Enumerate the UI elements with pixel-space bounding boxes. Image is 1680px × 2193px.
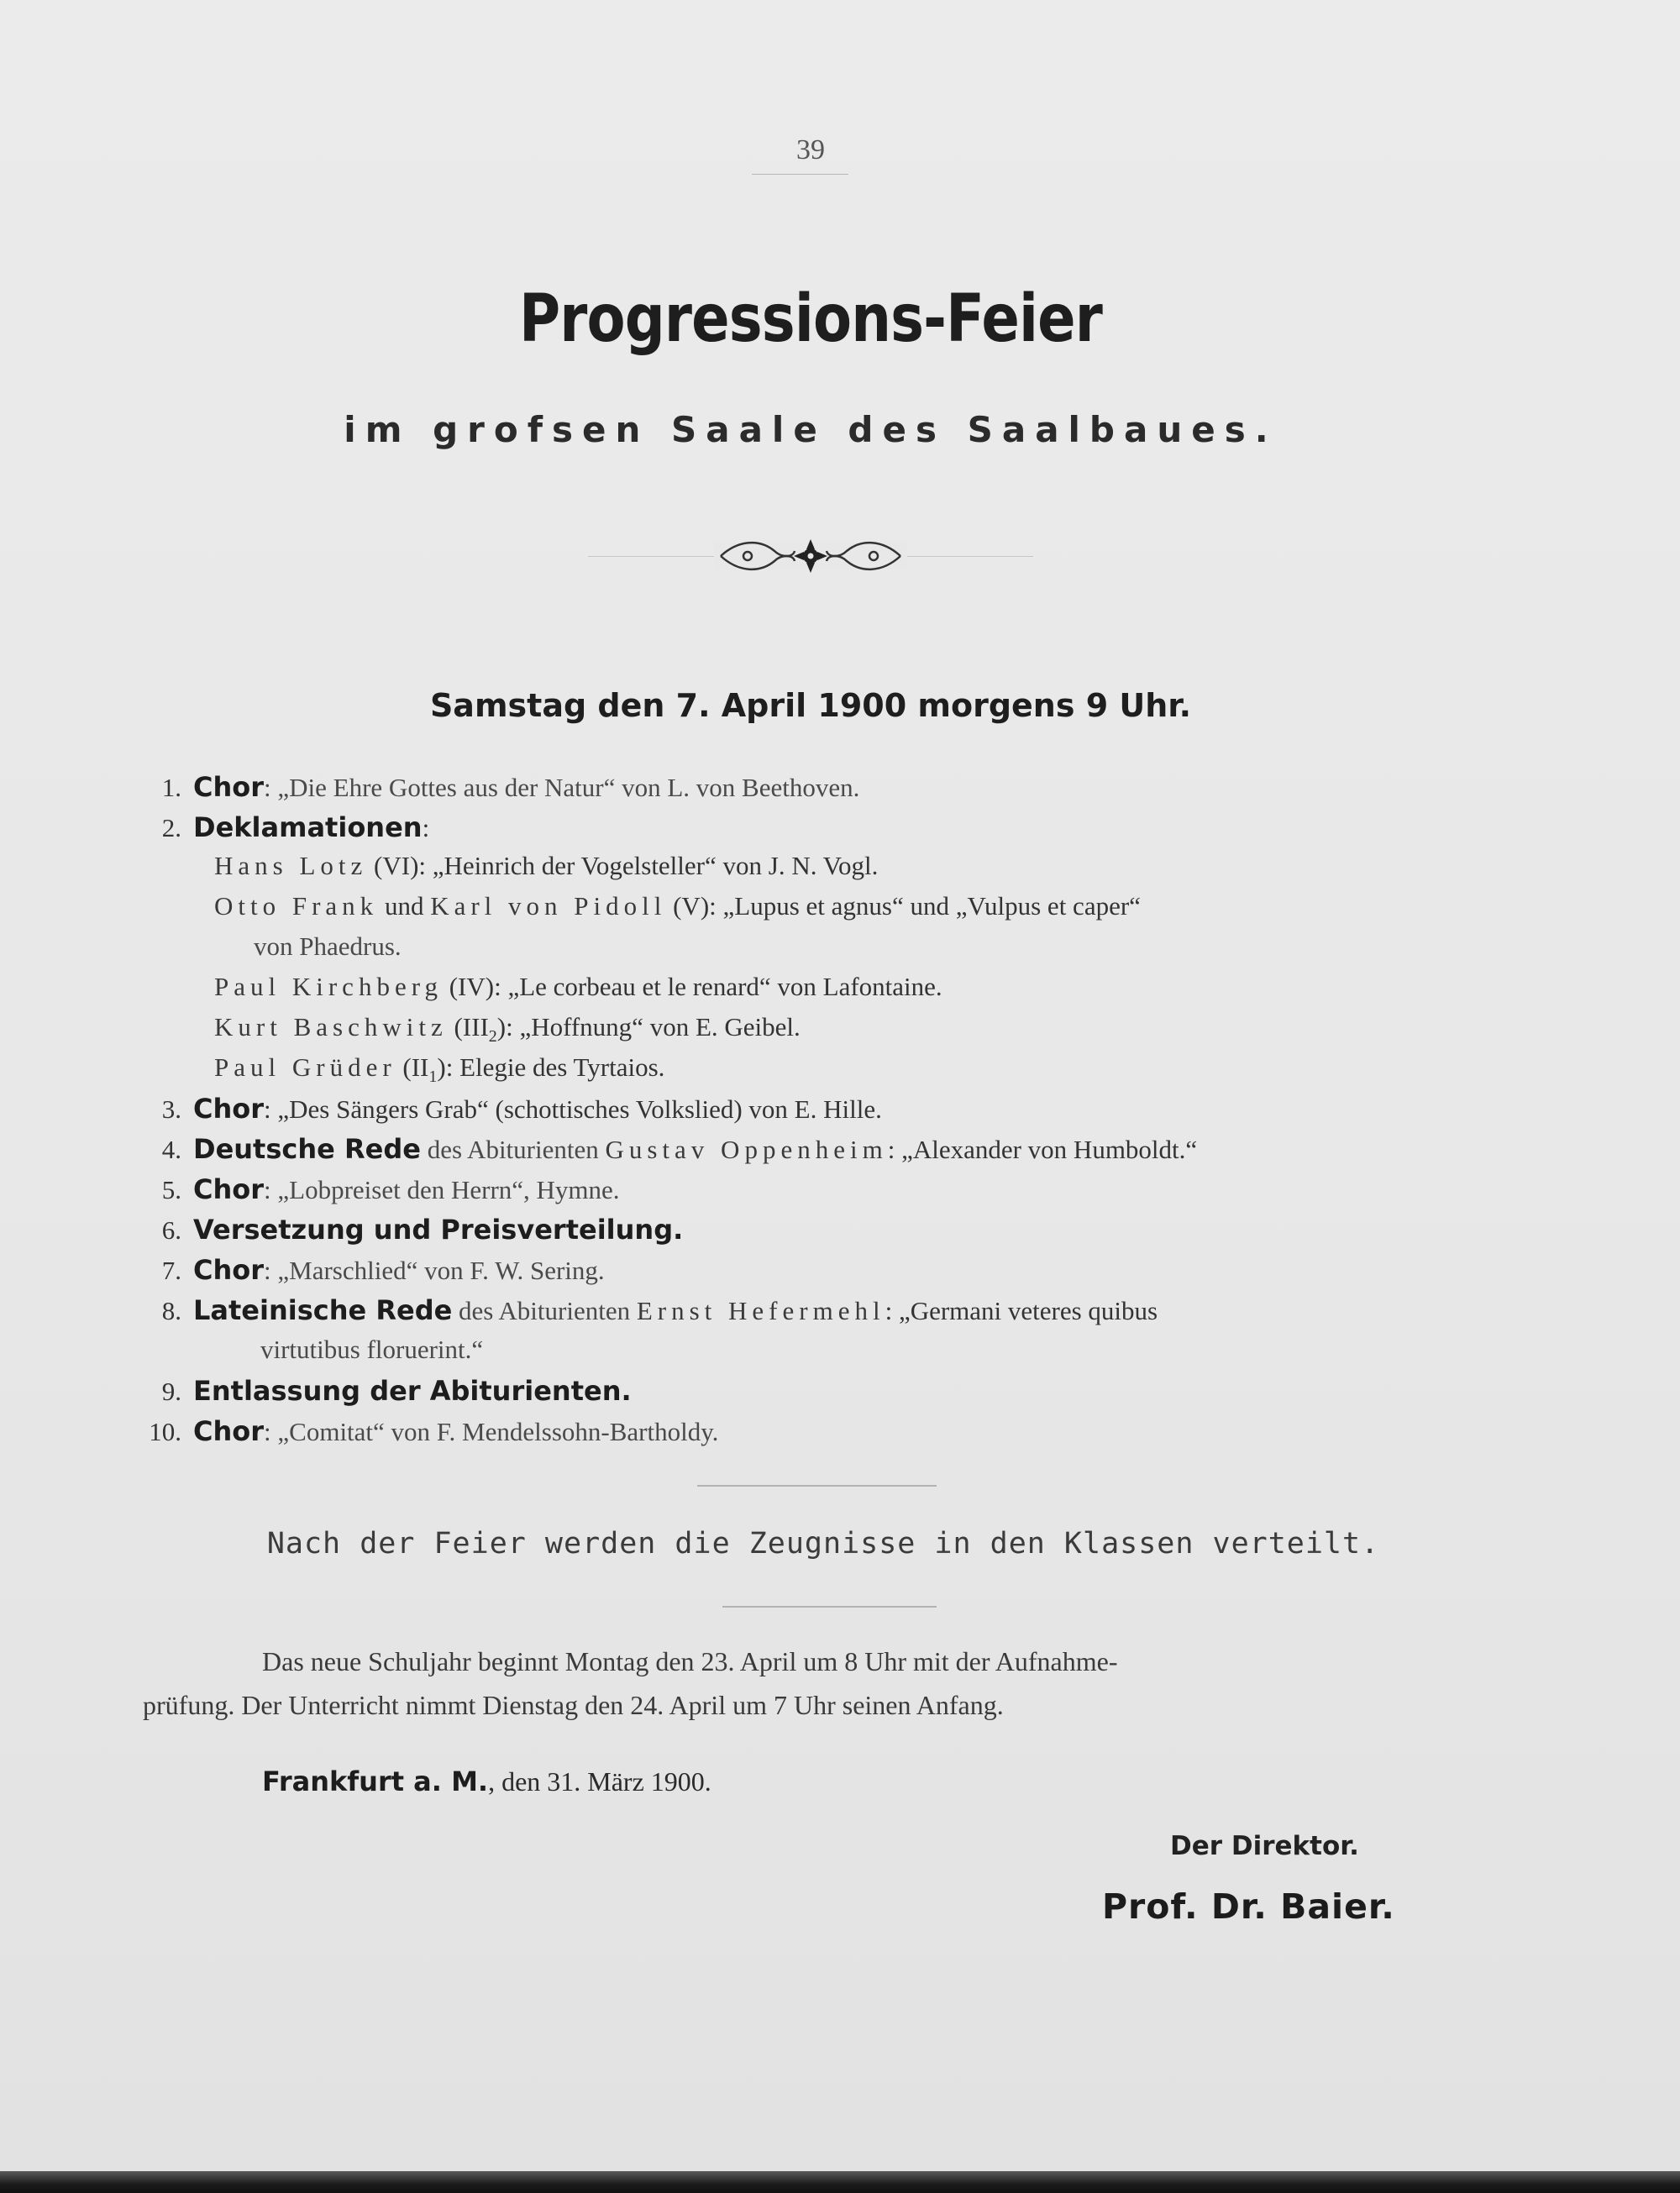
item-text: : „Lobpreiset den Herrn“, Hymne.: [264, 1175, 620, 1204]
program-item: [134, 1173, 620, 1205]
declamation-entry: [214, 891, 1141, 921]
class-subscript: 2: [488, 1027, 497, 1047]
speaker-name: Ernst Hefermehl: [636, 1296, 885, 1325]
item-number: 9.: [161, 1377, 181, 1406]
declamation-entry: [214, 1052, 664, 1087]
item-label: Chor: [193, 1254, 265, 1286]
page-number: 39: [796, 134, 825, 165]
item-label: Chor: [193, 1093, 265, 1125]
item-label: Chor: [193, 1415, 265, 1447]
performer-name: Paul Kirchberg: [214, 972, 443, 1001]
item-text: :: [422, 813, 430, 842]
signatory-role: Der Direktor.: [1170, 1831, 1359, 1861]
declamation-entry: [214, 972, 942, 1002]
performer-name: Kurt Baschwitz: [214, 1012, 448, 1041]
declamation-text: (V): „Lupus et agnus“ und „Vulpus et caper“: [666, 891, 1141, 921]
program-item: [134, 1294, 1158, 1326]
item-text: : „Germani veteres quibus: [885, 1296, 1158, 1325]
ornament-icon: [714, 534, 907, 578]
item-text: : „Marschlied“ von F. W. Sering.: [264, 1256, 605, 1285]
performer-name: Karl von Pidoll: [430, 891, 667, 921]
declamation-text: (IV): „Le corbeau et le renard“ von Lafontaine.: [442, 972, 942, 1001]
item-number: 10.: [149, 1417, 181, 1446]
item-label: Versetzung und Preisverteilung.: [193, 1214, 684, 1246]
signatory-name: Prof. Dr. Baier.: [1102, 1886, 1395, 1927]
item-text: : „Comitat“ von F. Mendelssohn-Bartholdy.: [264, 1417, 719, 1446]
item-label: Lateinische Rede: [193, 1294, 453, 1326]
item-text: : „Alexander von Humboldt.“: [887, 1135, 1198, 1164]
item-number: 5.: [161, 1175, 181, 1204]
program-item: [134, 1415, 718, 1447]
item-continuation: virtutibus floruerint.“: [260, 1335, 484, 1364]
scan-bottom-edge: [0, 2171, 1680, 2193]
item-label: Chor: [193, 1173, 265, 1205]
item-number: 3.: [161, 1094, 181, 1124]
page-title: Progressions-Feier: [518, 281, 1103, 357]
school-year-line: Das neue Schuljahr beginnt Montag den 23. April um 8 Uhr mit der Aufnahme-: [262, 1646, 1118, 1676]
place-date: [262, 1765, 711, 1797]
item-number: 8.: [161, 1296, 181, 1325]
performer-name: Otto Frank: [214, 891, 379, 921]
date-line: Samstag den 7. April 1900 morgens 9 Uhr.: [429, 687, 1192, 724]
date: , den 31. März 1900.: [488, 1766, 711, 1797]
declamation-entry: [214, 1012, 801, 1047]
item-number: 6.: [161, 1215, 181, 1245]
declamation-text: (II: [396, 1052, 429, 1082]
item-number: 1.: [161, 773, 181, 802]
item-label: Chor: [193, 771, 265, 803]
item-label: Deutsche Rede: [193, 1133, 421, 1165]
item-label: Deklamationen: [193, 811, 423, 843]
item-text: des Abiturienten: [452, 1296, 637, 1325]
performer-name: Hans Lotz: [214, 851, 368, 880]
page-number-rule: [752, 174, 848, 175]
item-text: des Abiturienten: [420, 1135, 606, 1164]
item-label: Entlassung der Abiturienten.: [193, 1375, 632, 1407]
item-number: 7.: [161, 1256, 181, 1285]
item-number: 2.: [161, 813, 181, 842]
declamation-text: ): Elegie des Tyrtaios.: [437, 1052, 665, 1082]
place: Frankfurt a. M.: [262, 1765, 489, 1797]
class-subscript: 1: [428, 1068, 438, 1087]
performer-name: Paul Grüder: [214, 1052, 396, 1082]
item-text: : „Des Sängers Grab“ (schottisches Volkslied) von E. Hille.: [264, 1094, 882, 1124]
page-subtitle: im grofsen Saale des Saalbaues.: [344, 409, 1278, 450]
divider: [722, 1606, 937, 1608]
program-item: [134, 1214, 683, 1246]
declamation-text: (VI): „Heinrich der Vogelsteller“ von J. N. Vogl.: [367, 851, 879, 880]
program-item: [134, 771, 859, 803]
item-number: 4.: [161, 1135, 181, 1164]
declamation-text: (III: [447, 1012, 489, 1041]
program-item: [134, 1254, 605, 1286]
program-item: [134, 811, 429, 843]
school-year-line: prüfung. Der Unterricht nimmt Dienstag den 24. April um 7 Uhr seinen Anfang.: [143, 1690, 1004, 1720]
declamation-entry: [214, 851, 878, 881]
notice-text: Nach der Feier werden die Zeugnisse in den Klassen verteilt.: [266, 1527, 1380, 1561]
declamation-connector: und: [378, 891, 431, 921]
program-item: [134, 1093, 882, 1125]
declamation-continuation: von Phaedrus.: [254, 931, 402, 961]
program-item: [134, 1133, 1197, 1165]
declamation-text: ): „Hoffnung“ von E. Geibel.: [496, 1012, 801, 1041]
item-text: : „Die Ehre Gottes aus der Natur“ von L. von Beethoven.: [264, 773, 860, 802]
speaker-name: Gustav Oppenheim: [605, 1135, 888, 1164]
program-item: [134, 1375, 632, 1407]
divider: [697, 1485, 937, 1487]
